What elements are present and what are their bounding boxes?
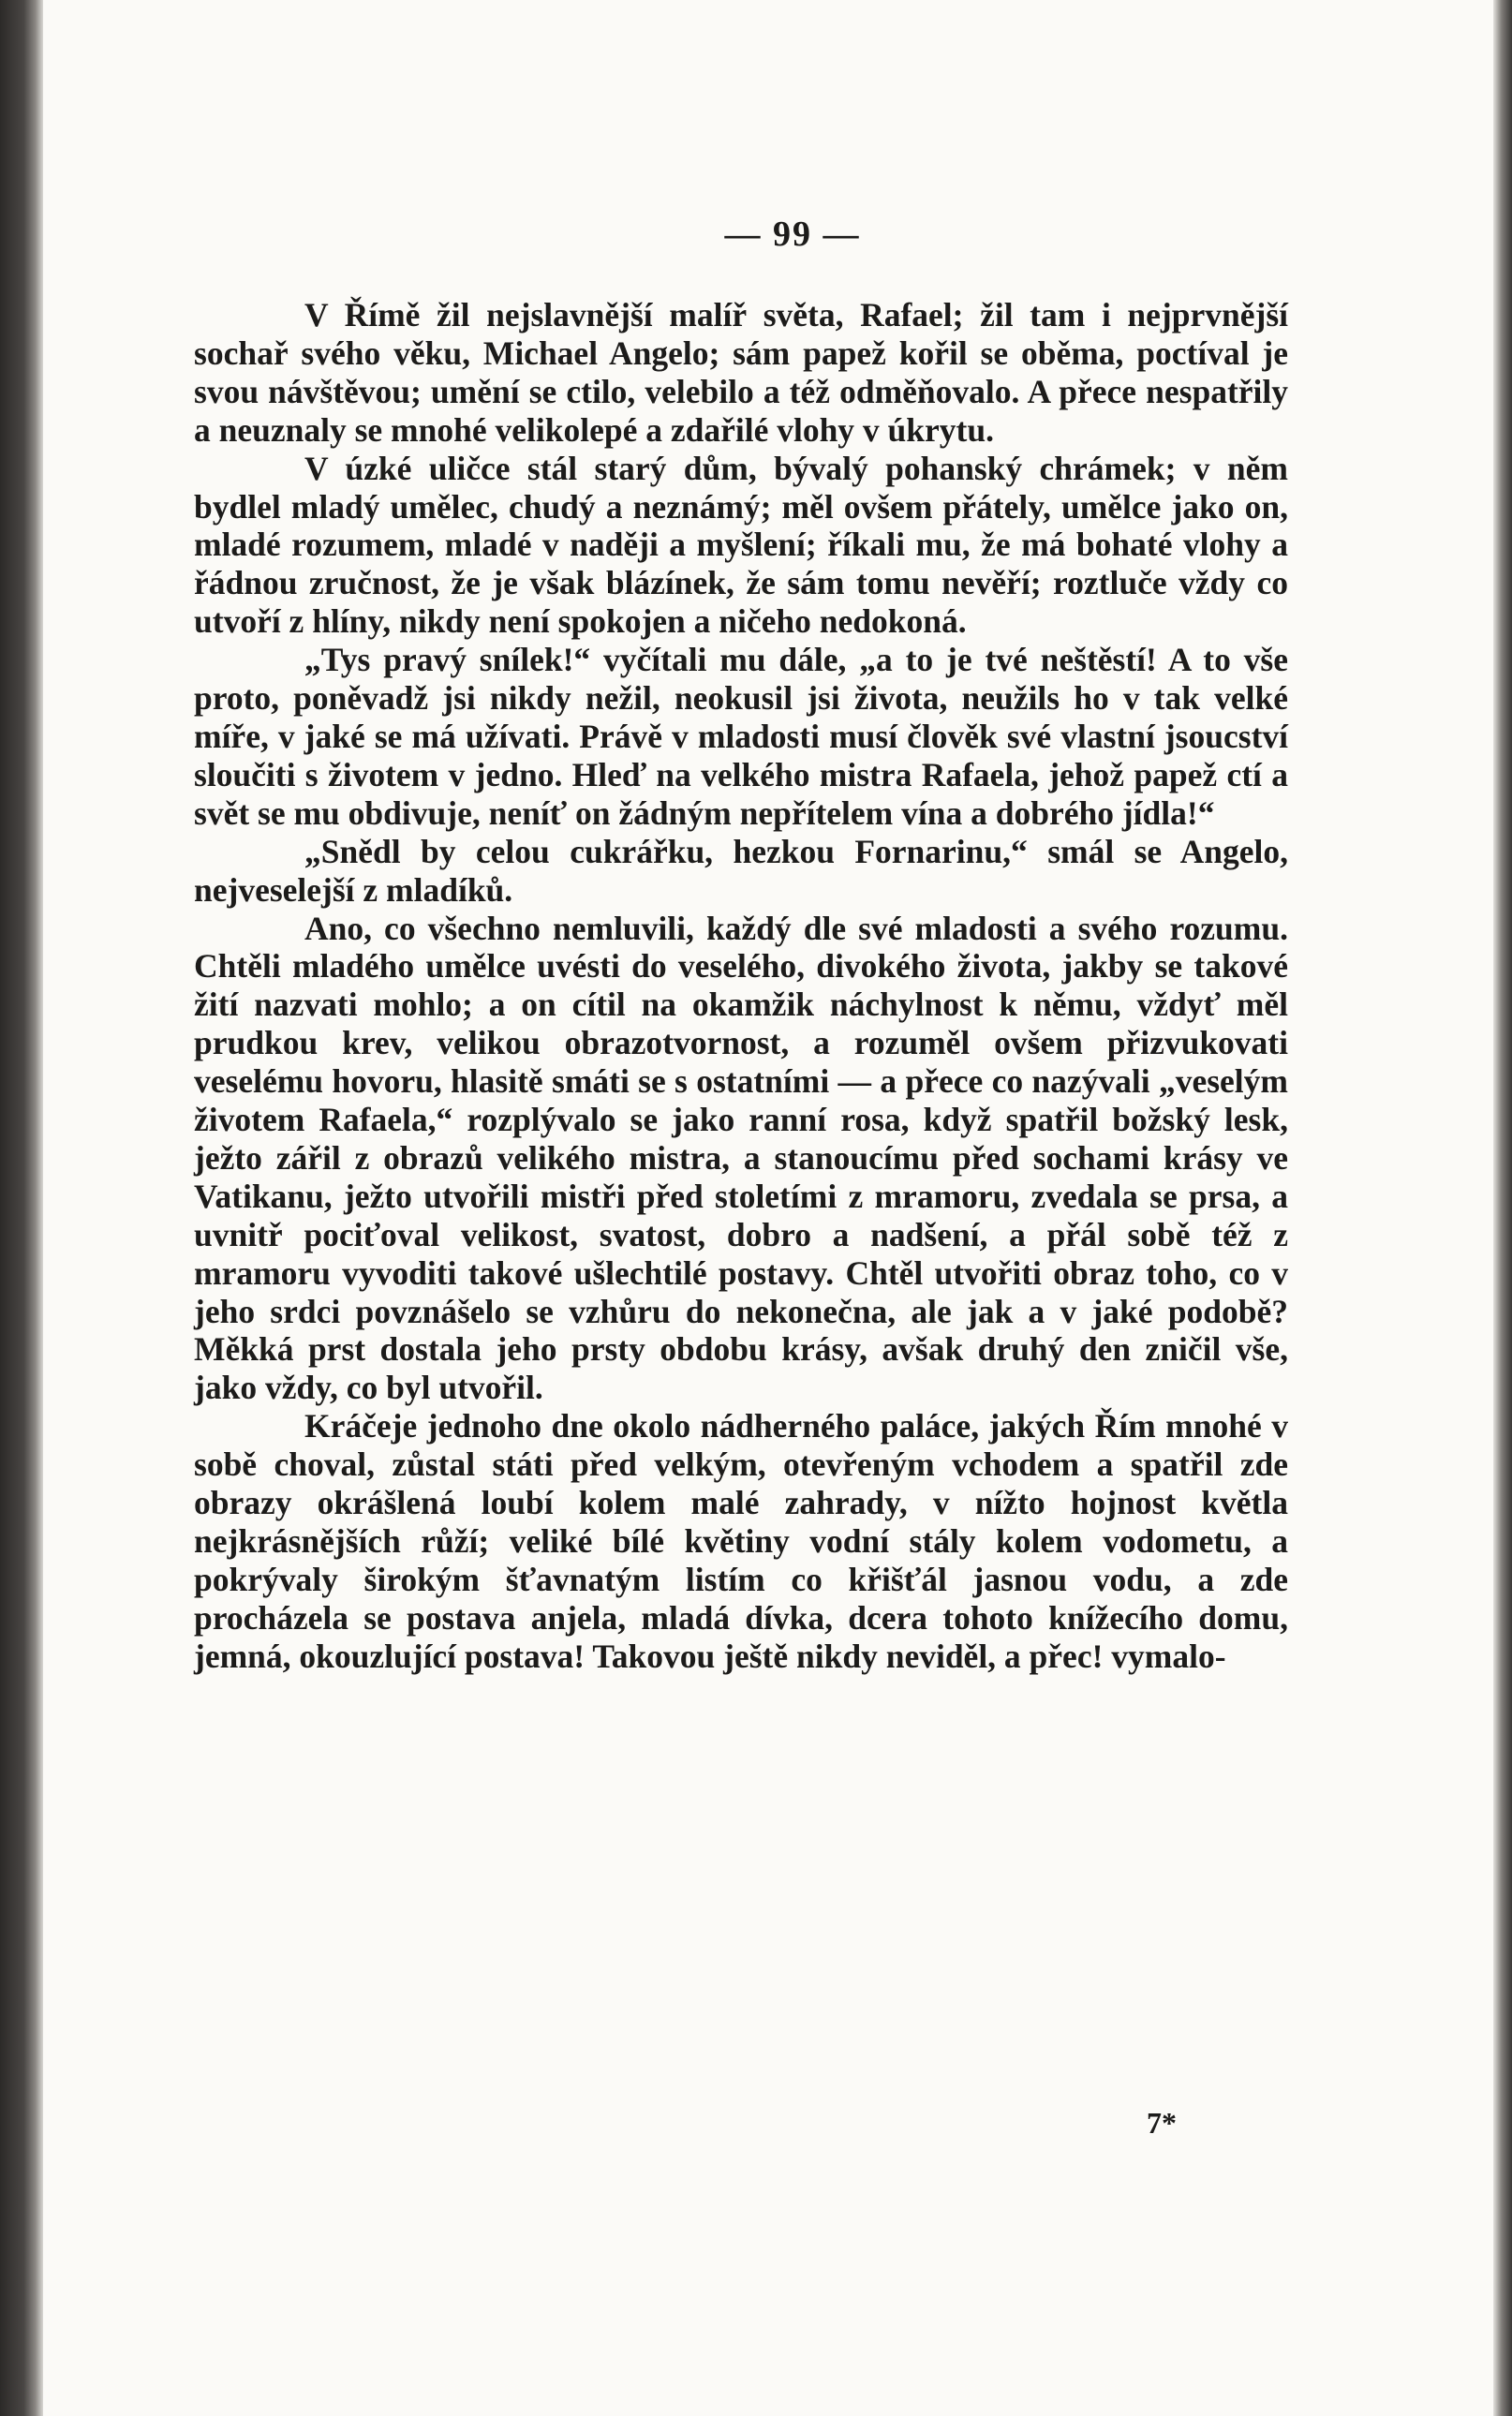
paragraph-5: Ano, co všechno nemluvili, každý dle své mladosti a svého rozumu. Chtěli mladého umělce uvésti do veselého, divokého života, jakby se takové žití nazvati mohlo; a on cítil na okamžik náchylnost k němu, vždyť měl prudkou krev, velikou obrazotvornost, a rozuměl ovšem přizvukovati veselému hovoru, hlasitě smáti se s ostatními — a přece co nazývali „veselým životem Rafaela,“ rozplývalo se jako ranní rosa, když spatřil božský lesk, ježto zářil z obrazů velikého mistra, a stanoucímu před sochami krásy ve Vatikanu, ježto utvořili mistři před stoletími z mramoru, zvedala se prsa, a uvnitř pociťoval velikost, svatost, dobro a nadšení, a přál sobě též z mramoru vyvoditi takové ušlechtilé postavy. Chtěl utvořiti obraz toho, co v jeho srdci povznášelo se vzhůru do nekonečna, ale jak a v jaké podobě? Měkká prst dostala jeho prsty obdobu krásy, avšak druhý den zničil vše, jako vždy, co byl utvořil. [194,909,1288,1407]
paragraph-1: V Římě žil nejslavnější malíř světa, Rafael; žil tam i nejprvnější sochař svého věku, Michael Angelo; sám papež kořil se oběma, poctíval je svou návštěvou; umění se ctilo, velebilo a též odměňovalo. A přece nespatřily a neuznaly se mnohé velikolepé a zdařilé vlohy v úkrytu. [194,296,1288,449]
page-number: — 99 — [724,215,861,254]
page-body [194,296,1288,1676]
signature-mark: 7* [1147,2106,1177,2140]
paragraph-2: V úzké uličce stál starý dům, bývalý pohanský chrámek; v něm bydlel mladý umělec, chudý a neznámý; měl ovšem přátely, umělce jako on, mladé rozumem, mladé v naději a myšlení; říkali mu, že má bohaté vlohy a řádnou zručnost, že je však blázínek, že sám tomu nevěří; roztluče vždy co utvoří z hlíny, nikdy není spokojen a ničeho nedokoná. [194,449,1288,641]
paragraph-4: „Snědl by celou cukrářku, hezkou Fornarinu,“ smál se Angelo, nejveselejší z mladíků. [194,832,1288,909]
scan-shadow-left [0,0,43,2416]
scan-shadow-right [1493,0,1512,2416]
paragraph-3: „Tys pravý snílek!“ vyčítali mu dále, „a to je tvé neštěstí! A to vše proto, poněvadž jsi nikdy nežil, neokusil jsi života, neužils ho v tak velké míře, v jaké se má užívati. Právě v mladosti musí člověk své vlastní jsoucství sloučiti s životem v jedno. Hleď na velkého mistra Rafaela, jehož papež ctí a svět se mu obdivuje, neníť on žádným nepřítelem vína a dobrého jídla!“ [194,641,1288,832]
paragraph-6: Kráčeje jednoho dne okolo nádherného paláce, jakých Řím mnohé v sobě choval, zůstal státi před velkým, otevřeným vchodem a spatřil zde obrazy okrášlená loubí kolem malé zahrady, v nížto hojnost květla nejkrásnějších růží; veliké bílé květiny vodní stály kolem vodometu, a pokrývaly širokým šťavnatým listím co křišťál jasnou vodu, a zde procházela se postava anjela, mladá dívka, dcera tohoto knížecího domu, jemná, okouzlující postava! Takovou ještě nikdy neviděl, a přec! vymalo- [194,1407,1288,1675]
